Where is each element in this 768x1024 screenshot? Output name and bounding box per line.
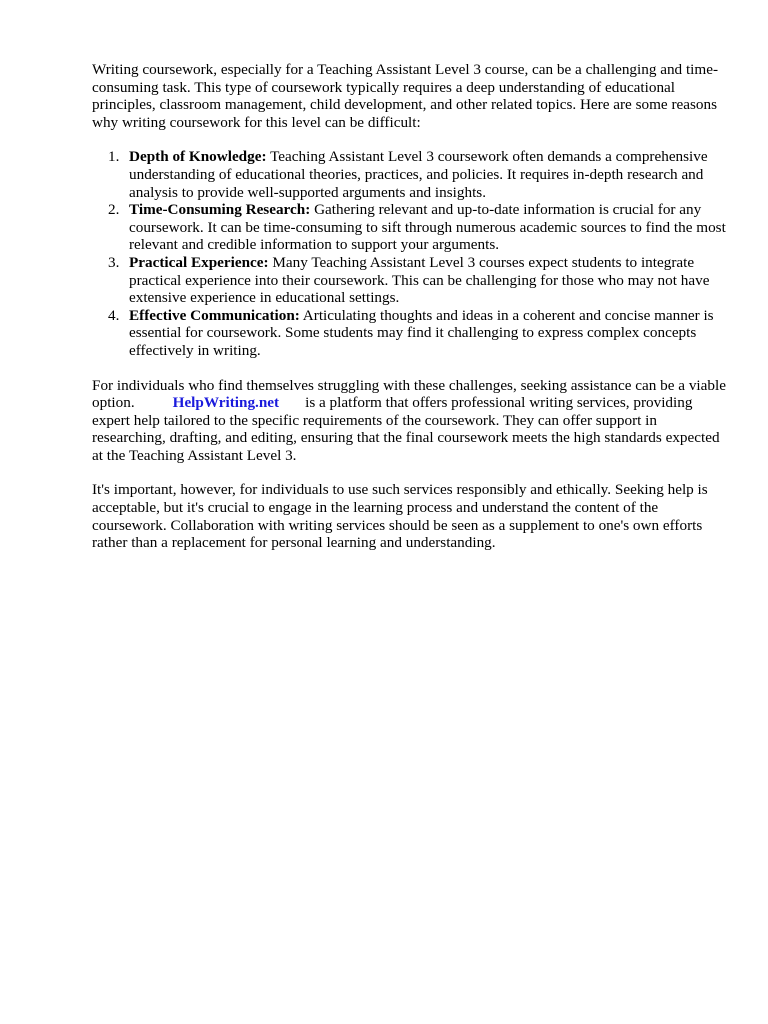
list-item: [108, 253, 732, 307]
list-item: [108, 148, 732, 201]
list-number: 1.: [108, 148, 120, 166]
helpwriting-link[interactable]: HelpWriting.net: [172, 394, 280, 412]
list-item: [108, 306, 732, 360]
reasons-list: [92, 148, 732, 359]
list-number: 4.: [108, 306, 120, 324]
intro-paragraph: Writing coursework, especially for a Teaching Assistant Level 3 course, can be a challenging and time-consuming task. This type of coursework typically requires a deep understanding of educational principles, classroom management, child development, and other related topics. Here are some reasons why writing coursework for this level can be difficult:: [92, 61, 719, 131]
reason-text: Articulating thoughts and ideas in a coherent and concise manner is essential for coursework. Some students may find it challenging to express complex concepts effectively in writing.: [129, 306, 714, 359]
reason-text: Gathering relevant and up-to-date information is crucial for any coursework. It can be time-consuming to sift through numerous academic sources to find the most relevant and credible information to support your arguments.: [129, 201, 726, 254]
closing-paragraph: It's important, however, for individuals to use such services responsibly and ethically. Seeking help is acceptable, but it's crucial to engage in the learning process and understand the content of the coursework. Collaboration with writing services should be seen as a supplement to one's own efforts rather than a replacement for personal learning and understanding.: [92, 481, 708, 552]
list-number: 2.: [108, 201, 120, 219]
document-page: [92, 61, 732, 552]
assistance-text-before: For individuals who find themselves struggling with these challenges, seeking assistance can be a viable option.: [92, 376, 726, 412]
assistance-paragraph: [92, 377, 732, 465]
reason-text: Teaching Assistant Level 3 coursework often demands a comprehensive understanding of educational theories, practices, and policies. It requires in-depth research and analysis to provide well-supported arguments and insights.: [129, 148, 708, 201]
assistance-text-after: is a platform that offers professional writing services, providing expert help tailored to the specific requirements of the coursework. They can offer support in researching, drafting, and editing, ensuring that the final coursework meets the high standards expected at the Teaching Assistant Level 3.: [92, 394, 720, 464]
reason-term: Effective Communication:: [129, 306, 300, 324]
list-item: [108, 201, 732, 254]
reason-term: Practical Experience:: [129, 253, 269, 271]
reason-term: Depth of Knowledge:: [129, 148, 267, 166]
reason-term: Time-Consuming Research:: [129, 201, 311, 219]
reason-text: Many Teaching Assistant Level 3 courses expect students to integrate practical experience into their coursework. This can be challenging for those who may not have extensive experience in educational settings.: [129, 253, 710, 307]
list-number: 3.: [108, 253, 120, 271]
